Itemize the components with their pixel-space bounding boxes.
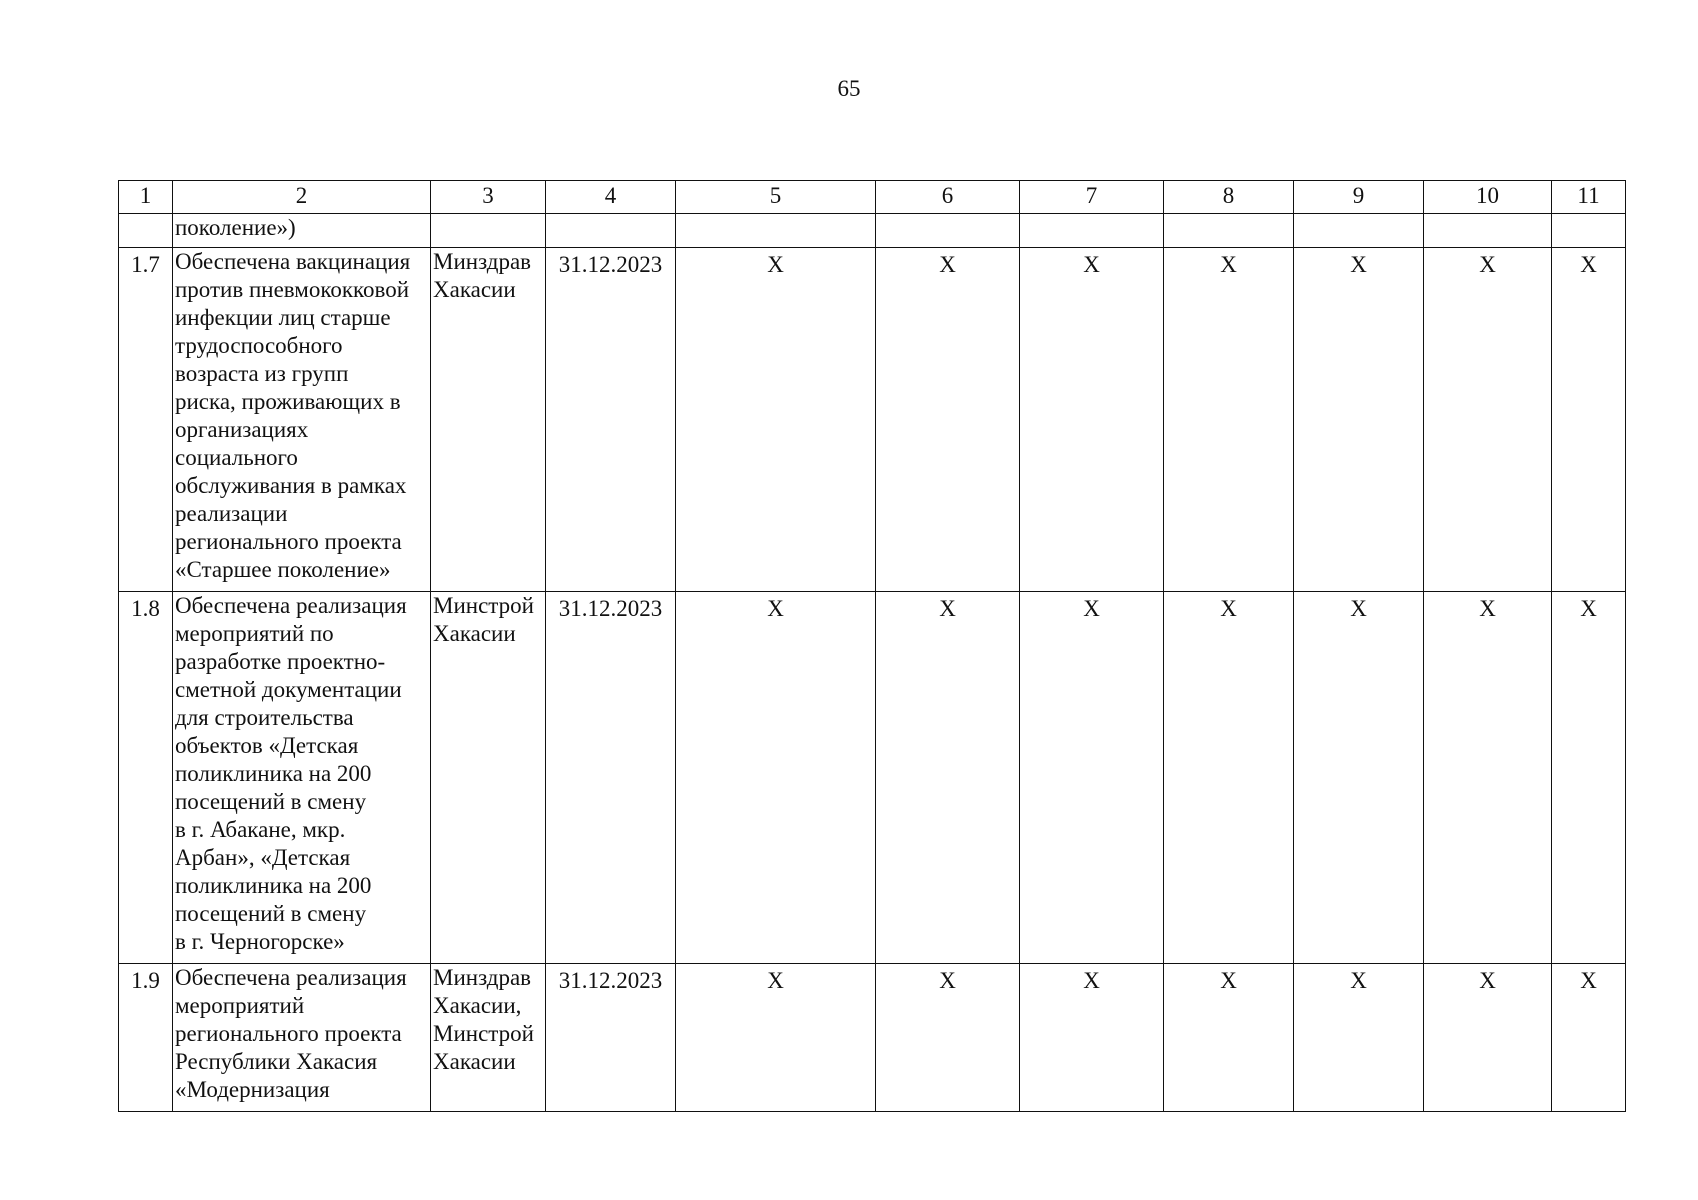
mark-cell (1294, 214, 1424, 248)
measure-name: поколение») (173, 214, 431, 248)
header-cell: 6 (876, 181, 1020, 214)
mark-cell: X (939, 968, 956, 993)
row-number: 1.7 (131, 252, 160, 277)
table-row (119, 964, 1626, 1112)
table-row (119, 214, 1626, 248)
mark-cell: X (939, 596, 956, 621)
mark-cell: X (1580, 252, 1597, 277)
mark-cell: X (1350, 968, 1367, 993)
mark-cell (1552, 214, 1626, 248)
mark-cell (676, 214, 876, 248)
due-date: 31.12.2023 (558, 252, 663, 277)
mark-cell: X (1580, 968, 1597, 993)
header-cell: 3 (431, 181, 546, 214)
mark-cell: X (1083, 252, 1100, 277)
table-header-row (119, 181, 1626, 214)
executor: Минстрой Хакасии (431, 592, 546, 964)
mark-cell: X (939, 252, 956, 277)
mark-cell: X (767, 968, 784, 993)
row-number (119, 214, 173, 248)
measure-name: Обеспечена реализация мероприятий по разработке проектно- сметной документации для строительства объектов «Детская поликлиника на 200 посещений в смену в г. Абакане, мкр. Арбан», «Детская поликлиника на 200 посещений в смену в г. Черногорске» (173, 592, 431, 964)
header-cell: 4 (546, 181, 676, 214)
executor (431, 214, 546, 248)
mark-cell: X (1220, 252, 1237, 277)
header-cell: 1 (119, 181, 173, 214)
mark-cell: X (1350, 252, 1367, 277)
header-cell: 7 (1020, 181, 1164, 214)
mark-cell (876, 214, 1020, 248)
mark-cell: X (1083, 596, 1100, 621)
mark-cell: X (1479, 252, 1496, 277)
row-number: 1.8 (131, 596, 160, 621)
mark-cell: X (767, 596, 784, 621)
measure-name: Обеспечена вакцинация против пневмококковой инфекции лиц старше трудоспособного возраста из групп риска, проживающих в организациях социального обслуживания в рамках реализации регионального проекта «Старшее поколение» (173, 248, 431, 592)
mark-cell: X (1083, 968, 1100, 993)
mark-cell: X (1220, 596, 1237, 621)
page-number: 65 (837, 76, 861, 101)
header-cell: 2 (173, 181, 431, 214)
due-date (546, 214, 676, 248)
executor: Минздрав Хакасии, Минстрой Хакасии (431, 964, 546, 1112)
due-date: 31.12.2023 (558, 596, 663, 621)
header-cell: 10 (1424, 181, 1552, 214)
measure-name: Обеспечена реализация мероприятий регионального проекта Республики Хакасия «Модернизация (173, 964, 431, 1112)
mark-cell: X (767, 252, 784, 277)
header-cell: 8 (1164, 181, 1294, 214)
header-cell: 11 (1552, 181, 1626, 214)
header-cell: 5 (676, 181, 876, 214)
mark-cell: X (1479, 596, 1496, 621)
row-number: 1.9 (131, 968, 160, 993)
executor: Минздрав Хакасии (431, 248, 546, 592)
table-row (119, 248, 1626, 592)
mark-cell (1020, 214, 1164, 248)
mark-cell: X (1350, 596, 1367, 621)
mark-cell: X (1580, 596, 1597, 621)
mark-cell: X (1479, 968, 1496, 993)
mark-cell: X (1220, 968, 1237, 993)
due-date: 31.12.2023 (558, 968, 663, 993)
header-cell: 9 (1294, 181, 1424, 214)
mark-cell (1164, 214, 1294, 248)
plan-table (118, 180, 1626, 1112)
table-row (119, 592, 1626, 964)
mark-cell (1424, 214, 1552, 248)
